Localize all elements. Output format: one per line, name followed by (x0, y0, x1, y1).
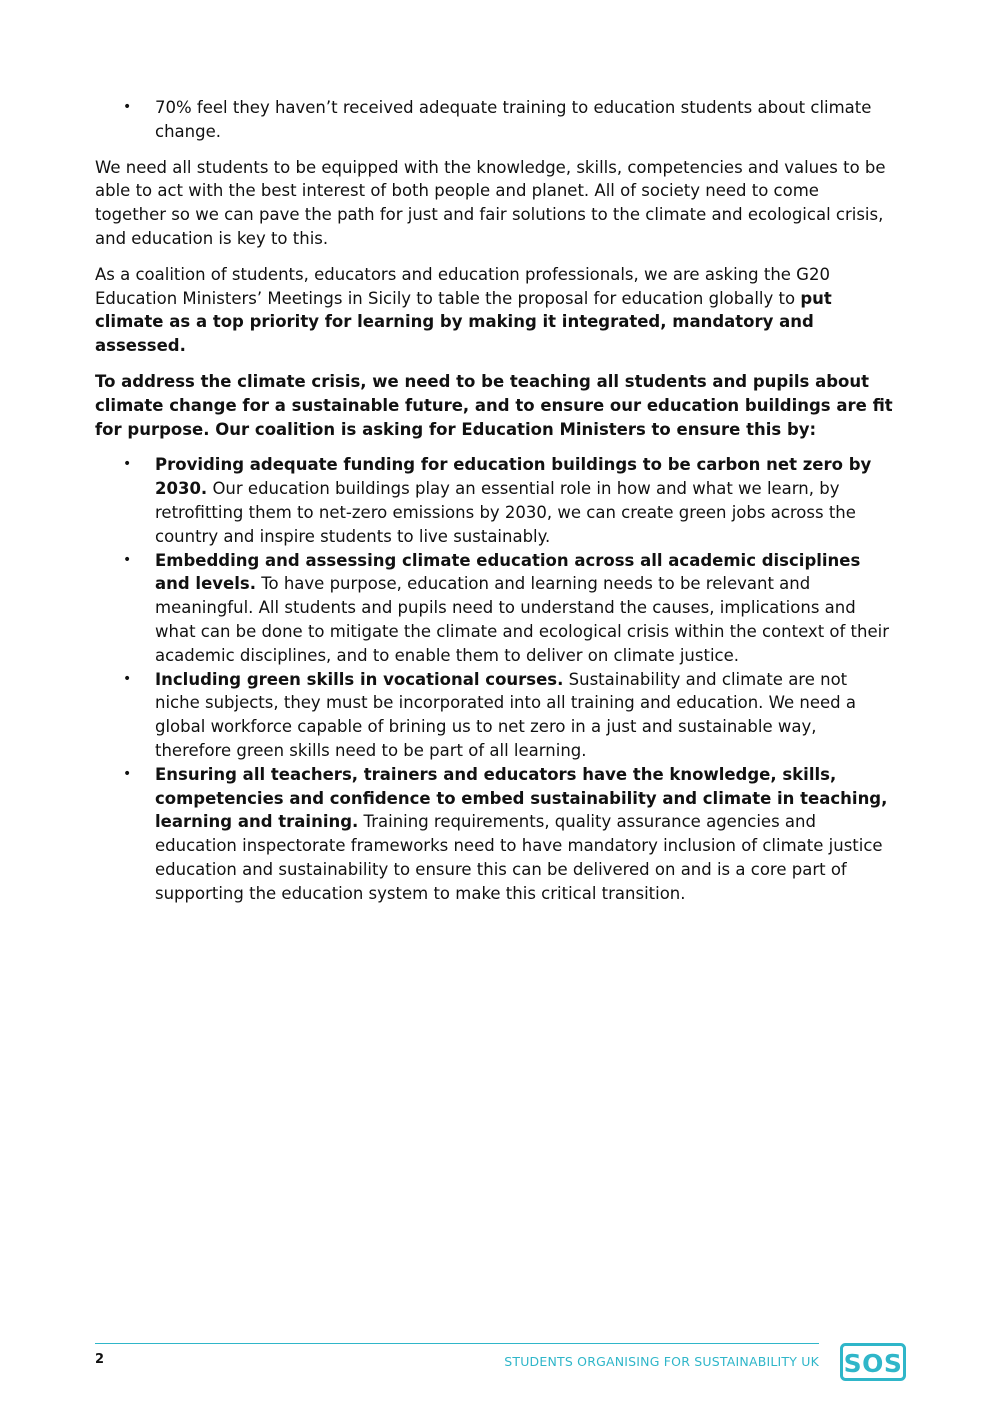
bullet-icon: • (123, 551, 132, 568)
list-item (95, 96, 895, 144)
paragraph-coalition-ask (95, 263, 895, 358)
asks-list (95, 453, 895, 905)
page-number: 2 (95, 1352, 105, 1367)
list-item (95, 763, 895, 906)
bullet-icon: • (123, 99, 132, 115)
ask-title: Providing adequate funding for education buildings to be carbon net zero by 2030. (155, 455, 872, 499)
ask-title: Including green skills in vocational courses. (155, 669, 564, 689)
svg-text:SOS: SOS (843, 1349, 903, 1378)
list-item (95, 549, 895, 668)
paragraph-all-students: We need all students to be equipped with the knowledge, skills, competencies and values to be able to act with the best interest of both people and planet. All of society need to come together so we can pave the path for just and fair solutions to the climate and ecological crisis, and education is key to this. (95, 157, 886, 248)
ask-text: To have purpose, education and learning needs to be relevant and meaningful. All students and pupils need to understand the causes, implications and what can be done to mitigate the climate and ecological crisis within the context of their academic disciplines, and to enable them to deliver on climate justice. (155, 574, 890, 665)
footer-organisation: STUDENTS ORGANISING FOR SUSTAINABILITY UK (504, 1354, 819, 1369)
ask-text: Our education buildings play an essential role in how and what we learn, by retrofitting them to net-zero emissions by 2030, we can create green jobs across the country and inspire students to live sustainably. (155, 479, 856, 546)
ask-title: Ensuring all teachers, trainers and educators have the knowledge, skills, competencies and confidence to embed sustainability and climate in teaching, learning and training. (155, 764, 888, 832)
page-body (95, 96, 895, 906)
ask-title: Embedding and assessing climate education across all academic disciplines and levels. (155, 550, 861, 594)
footer-divider (95, 1343, 819, 1344)
intro-bullet-text: 70% feel they haven’t received adequate training to education students about climate change. (155, 98, 872, 141)
list-item (95, 668, 895, 763)
bullet-icon: • (123, 456, 132, 473)
bullet-icon: • (123, 765, 132, 782)
bullet-icon: • (123, 670, 132, 687)
intro-bullet-list (95, 96, 895, 144)
paragraph-climate-crisis (95, 370, 895, 441)
coalition-ask-text: As a coalition of students, educators and education professionals, we are asking the G20 Education Ministers’ Meetings in Sicily to table the proposal for education globally to (95, 264, 830, 308)
ask-text: Sustainability and climate are not niche subjects, they must be incorporated into all training and education. We need a global workforce capable of brining us to net zero in a just and sustainable way, therefore green skills need to be part of all learning. (155, 669, 856, 760)
sos-logo (840, 1343, 906, 1381)
coalition-ask-emphasis: put climate as a top priority for learning by making it integrated, mandatory and assessed. (95, 288, 832, 356)
climate-crisis-statement: To address the climate crisis, we need to be teaching all students and pupils about climate change for a sustainable future, and to ensure our education buildings are fit for purpose. Our coalition is asking for Education Ministers to ensure this by: (95, 371, 893, 439)
ask-text: Training requirements, quality assurance agencies and education inspectorate frameworks need to have mandatory inclusion of climate justice education and sustainability to ensure this can be delivered on and is a core part of supporting the education system to make this critical transition. (155, 812, 883, 903)
list-item (95, 453, 895, 548)
